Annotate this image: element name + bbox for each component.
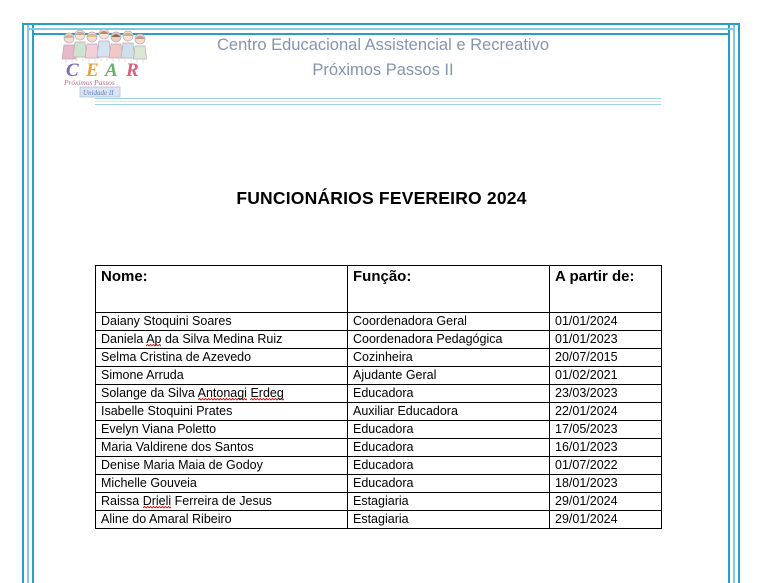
table-row: [96, 349, 662, 367]
misspelled-word: Erdeg: [250, 386, 284, 400]
cell-nome: Daniela Ap da Silva Medina Ruiz: [96, 331, 348, 349]
page-title: FUNCIONÁRIOS FEVEREIRO 2024: [236, 188, 527, 208]
cell-nome: Daiany Stoquini Soares: [96, 313, 348, 331]
cell-funcao: Estagiaria: [348, 511, 550, 529]
table-row: [96, 313, 662, 331]
org-name-line-2: Próximos Passos II: [312, 61, 454, 79]
cell-data: 23/03/2023: [550, 385, 662, 403]
svg-text:Unidade II: Unidade II: [83, 89, 114, 97]
cell-nome: Denise Maria Maia de Godoy: [96, 457, 348, 475]
cell-data: 01/01/2023: [550, 331, 662, 349]
cell-data: 01/02/2021: [550, 367, 662, 385]
cell-nome: Solange da Silva Antonagi Erdeg: [96, 385, 348, 403]
svg-text:R: R: [126, 60, 139, 81]
cell-data: 01/01/2024: [550, 313, 662, 331]
cell-nome: Isabelle Stoquini Prates: [96, 403, 348, 421]
cell-funcao: Educadora: [348, 385, 550, 403]
svg-text:C: C: [66, 60, 79, 81]
cell-funcao: Cozinheira: [348, 349, 550, 367]
table-row: [96, 385, 662, 403]
table-row: [96, 331, 662, 349]
cell-funcao: Educadora: [348, 475, 550, 493]
table-row: [96, 457, 662, 475]
cell-funcao: Coordenadora Pedagógica: [348, 331, 550, 349]
cell-data: 20/07/2015: [550, 349, 662, 367]
cell-data: 18/01/2023: [550, 475, 662, 493]
svg-text:Próximos Passos: Próximos Passos: [64, 78, 115, 87]
rule-line-middle: [95, 101, 661, 102]
cell-nome: Aline do Amaral Ribeiro: [96, 511, 348, 529]
organization-name: [158, 33, 608, 83]
cell-nome: Raissa Drieli Ferreira de Jesus: [96, 493, 348, 511]
cell-data: 01/07/2022: [550, 457, 662, 475]
cell-data: 29/01/2024: [550, 511, 662, 529]
rule-line-bottom: [95, 104, 661, 105]
table-row: [96, 439, 662, 457]
cear-logo: [58, 26, 156, 98]
column-header-funcao: Função:: [348, 266, 550, 313]
letterhead: [0, 0, 763, 112]
misspelled-word: Antonagi: [197, 386, 247, 400]
cell-funcao: Educadora: [348, 421, 550, 439]
cell-funcao: Educadora: [348, 439, 550, 457]
letterhead-divider-rule: [95, 98, 661, 106]
table-row: [96, 475, 662, 493]
cell-funcao: Estagiaria: [348, 493, 550, 511]
table-row: [96, 403, 662, 421]
table-row: [96, 421, 662, 439]
cell-nome: Maria Valdirene dos Santos: [96, 439, 348, 457]
cell-data: 16/01/2023: [550, 439, 662, 457]
cell-nome: Michelle Gouveia: [96, 475, 348, 493]
svg-text:A: A: [105, 60, 118, 81]
misspelled-word: Ap: [146, 332, 162, 346]
cell-nome: Evelyn Viana Poletto: [96, 421, 348, 439]
cell-funcao: Educadora: [348, 457, 550, 475]
cell-funcao: Ajudante Geral: [348, 367, 550, 385]
table-row: [96, 493, 662, 511]
org-name-line-1: Centro Educacional Assistencial e Recreativo: [216, 36, 549, 54]
table-row: [96, 511, 662, 529]
table-body: [96, 313, 662, 529]
table-header-row: [96, 266, 662, 313]
table-header: [96, 266, 662, 313]
cell-data: 22/01/2024: [550, 403, 662, 421]
cell-funcao: Auxiliar Educadora: [348, 403, 550, 421]
column-header-data: A partir de:: [550, 266, 662, 313]
cell-nome: Selma Cristina de Azevedo: [96, 349, 348, 367]
misspelled-word: Drieli: [142, 494, 172, 508]
table-row: [96, 367, 662, 385]
column-header-nome: Nome:: [96, 266, 348, 313]
svg-text:E: E: [86, 60, 99, 81]
cell-funcao: Coordenadora Geral: [348, 313, 550, 331]
cell-data: 29/01/2024: [550, 493, 662, 511]
cell-data: 17/05/2023: [550, 421, 662, 439]
staff-table: [95, 265, 662, 529]
cell-nome: Simone Arruda: [96, 367, 348, 385]
rule-line-top: [95, 98, 661, 99]
